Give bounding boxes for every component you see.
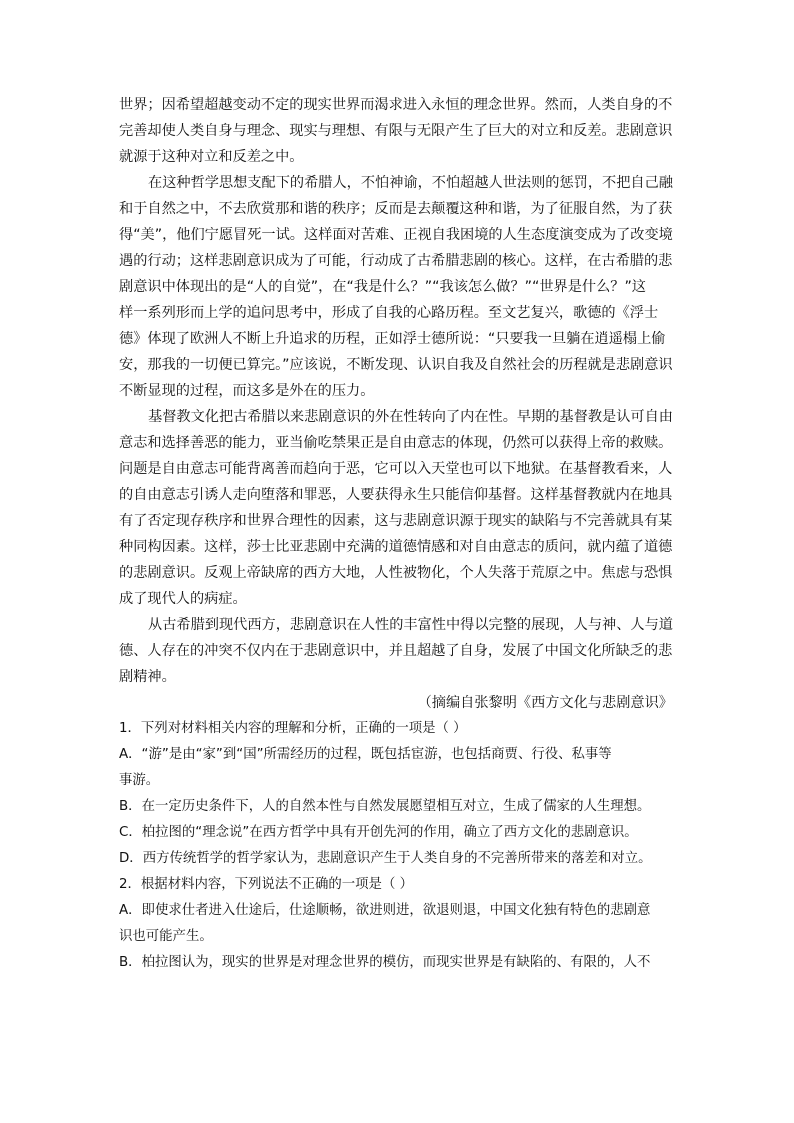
body-line: 就源于这种对立和反差之中。 [119, 149, 304, 165]
question-stem: 1．下列对材料相关内容的理解和分析，正确的一项是（ ） [119, 721, 467, 736]
body-line: 种同构因素。这样，莎士比亚悲剧中充满的道德情感和对自由意志的质问，就内蕴了道德 [119, 539, 673, 555]
body-line: 样一系列形而上学的追问思考中，形成了自我的心路历程。至文艺复兴，歌德的《浮士 [119, 305, 659, 321]
body-line: 问题是自由意志可能背离善而趋向于恶，它可以入天堂也可以下地狱。在基督教看来，人 [119, 461, 673, 477]
paragraph-start-line: 从古希腊到现代西方，悲剧意识在人性的丰富性中得以完整的展现，人与神、人与道 [148, 617, 673, 633]
paragraph-start-line: 基督教文化把古希腊以来悲剧意识的外在性转向了内在性。早期的基督教是认可自由 [148, 409, 673, 425]
option-line: 事游。 [119, 773, 160, 788]
body-line: 的悲剧意识。反观上帝缺席的西方大地，人性被物化，个人失落于荒原之中。焦虑与恐惧 [119, 565, 673, 581]
option-line: B．在一定历史条件下，人的自然本性与自然发展愿望相互对立，生成了儒家的人生理想。 [119, 799, 651, 814]
body-line: 世界；因希望超越变动不定的现实世界而渴求进入永恒的理念世界。然而，人类自身的不 [119, 97, 673, 113]
body-line: 安，那我的一切便已算完。”应该说，不断发现、认识自我及自然社会的历程就是悲剧意识 [119, 357, 673, 373]
option-line: B．柏拉图认为，现实的世界是对理念世界的模仿，而现实世界是有缺陷的、有限的，人不 [119, 955, 651, 970]
body-line: 和于自然之中，不去欣赏那和谐的秩序；反而是去颠覆这种和谐，为了征服自然，为了获 [119, 201, 673, 217]
option-line: C．柏拉图的“理念说”在西方哲学中具有开创先河的作用，确立了西方文化的悲剧意识。 [119, 825, 638, 840]
option-line: A．“游”是由“家”到“国”所需经历的过程，既包括宦游，也包括商贾、行役、私事等 [119, 747, 612, 762]
question-stem: 2．根据材料内容，下列说法不正确的一项是（ ） [119, 877, 413, 892]
body-line: 完善却使人类自身与理念、现实与理想、有限与无限产生了巨大的对立和反差。悲剧意识 [119, 123, 673, 139]
body-line: 德、人存在的冲突不仅内在于悲剧意识中，并且超越了自身，发展了中国文化所缺乏的悲 [119, 643, 673, 659]
body-line: 不断显现的过程，而这多是外在的压力。 [119, 383, 375, 399]
body-line: 遇的行动；这样悲剧意识成为了可能，行动成了古希腊悲剧的核心。这样，在古希腊的悲 [119, 253, 673, 269]
paragraph-start-line: 在这种哲学思想支配下的希腊人，不怕神谕，不怕超越人世法则的惩罚，不把自己融 [148, 175, 673, 191]
body-line: 剧意识中体现出的是“人的自觉”，在“我是什么？”“我该怎么做？”“世界是什么？”这 [119, 279, 646, 295]
body-line: 有了否定现存秩序和世界合理性的因素，这与悲剧意识源于现实的缺陷与不完善就具有某 [119, 513, 673, 529]
source-citation: （摘编自张黎明《西方文化与悲剧意识》 [417, 695, 673, 711]
body-line: 成了现代人的病症。 [119, 591, 247, 607]
option-line: D．西方传统哲学的哲学家认为，悲剧意识产生于人类自身的不完善所带来的落差和对立。 [119, 851, 652, 866]
document-page [119, 92, 675, 976]
body-line: 意志和选择善恶的能力，亚当偷吃禁果正是自由意志的体现，仍然可以获得上帝的救赎。 [119, 435, 673, 451]
body-line: 得“美”，他们宁愿冒死一试。这样面对苦难、正视自我困境的人生态度演变成为了改变境 [119, 227, 673, 243]
body-line: 剧精神。 [119, 669, 176, 685]
body-line: 德》体现了欧洲人不断上升追求的历程，正如浮士德所说：“只要我一旦躺在逍遥榻上偷 [119, 331, 666, 347]
body-line: 的自由意志引诱人走向堕落和罪恶，人要获得永生只能信仰基督。这样基督教就内在地具 [119, 487, 673, 503]
option-line: 识也可能产生。 [119, 929, 213, 944]
option-line: A．即使求仕者进入仕途后，仕途顺畅，欲进则进，欲退则退，中国文化独有特色的悲剧意 [119, 903, 651, 918]
